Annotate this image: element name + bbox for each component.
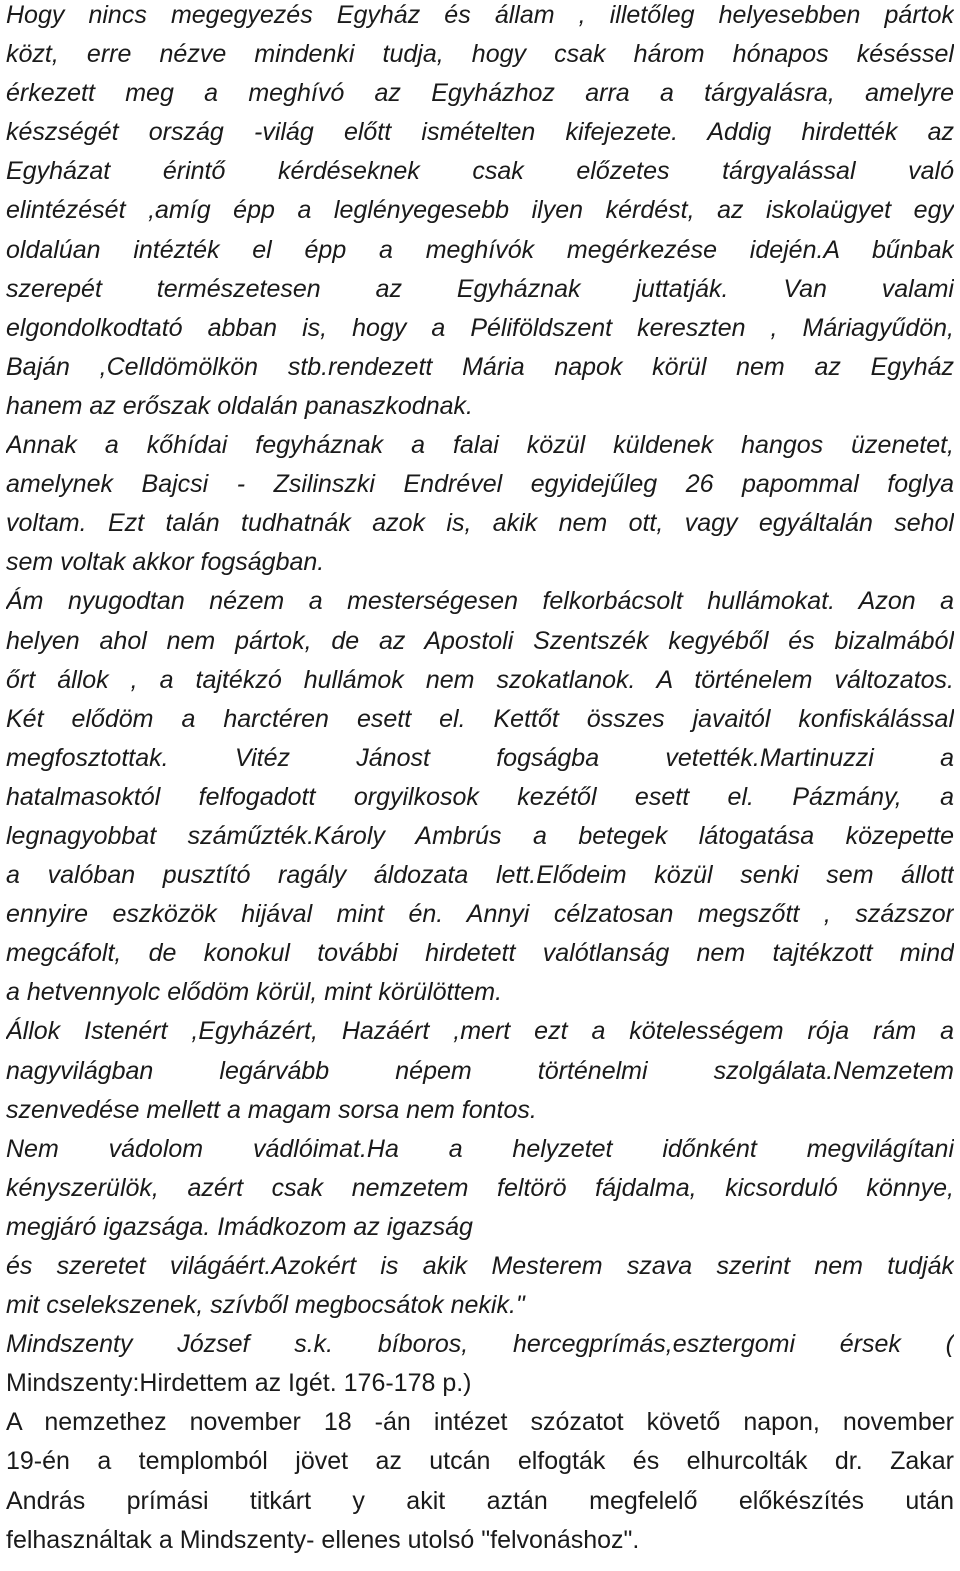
text-line: oldalúan intézték el épp a meghívók megérkezése idején.A bűnbak [6, 235, 954, 264]
text-line: Egyházat érintő kérdéseknek csak előzetes tárgyalással való [6, 157, 954, 186]
text-line: nagyvilágban legárvább népem történelmi szolgálata.Nemzetem [6, 1056, 954, 1085]
text-line: készségét ország -világ előtt ismételten kifejezete. Addig hirdették az [6, 118, 954, 147]
text-line: Két elődöm a harctéren esett el. Kettőt összes javaitól konfiskálással [6, 704, 954, 733]
text-line: Állok Istenért ,Egyházért, Hazáért ,mert ezt a kötelességem rója rám a [6, 1017, 954, 1046]
text-line: amelynek Bajcsi - Zsilinszki Endrével egyidejűleg 26 papommal foglya [6, 470, 954, 499]
text-line: és szeretet világáért.Azokért is akik Mesterem szava szerint nem tudják [6, 1252, 954, 1280]
text-line: szerepét természetesen az Egyháznak juttatják. Van valami [6, 274, 954, 303]
text-line: a hetvennyolc elődöm körül, mint körülöttem. [6, 978, 503, 1007]
text-line: András prímási titkárt y akit aztán megfelelő előkészítés után [6, 1486, 954, 1515]
text-line: voltam. Ezt talán tudhatnák azok is, akik nem ott, vagy egyáltalán sehol [6, 509, 954, 538]
text-line: helyen ahol nem pártok, de az Apostoli Szentszék kegyéből és bizalmából [6, 626, 954, 655]
text-line: közt, erre nézve mindenki tudja, hogy csak három hónapos késéssel [6, 40, 954, 69]
text-line: Mindszenty József s.k. bíboros, hercegprímás,esztergomi érsek ( [6, 1330, 954, 1359]
text-line: mit cselekszenek, szívből megbocsátok nekik." [6, 1291, 525, 1320]
text-line: Nem vádolom vádlóimat.Ha a helyzetet időnként megvilágítani [6, 1134, 954, 1163]
text-line: A nemzethez november 18 -án intézet szózatot követő napon, november [6, 1408, 954, 1437]
text-line: elintézését ,amíg épp a leglényegesebb ilyen kérdést, az iskolaügyet egy [6, 196, 954, 225]
text-line: szenvedése mellett a magam sorsa nem fontos. [6, 1095, 537, 1124]
text-line: megcáfolt, de konokul további hirdetett valótlanság nem tajtékzott mind [6, 939, 954, 968]
text-line: hanem az erőszak oldalán panaszkodnak. [6, 391, 473, 420]
text-line: Hogy nincs megegyezés Egyház és állam , illetőleg helyesebben pártok [6, 1, 954, 29]
text-line: Mindszenty:Hirdettem az Igét. 176-178 p.) [6, 1369, 472, 1398]
text-line: Annak a kőhídai fegyháznak a falai közül küldenek hangos üzenetet, [6, 431, 954, 460]
text-line: kényszerülök, azért csak nemzetem feltörö fájdalma, kicsorduló könnye, [6, 1173, 954, 1202]
text-line: 19-én a templomból jövet az utcán elfogták és elhurcolták dr. Zakar [6, 1447, 954, 1476]
text-line: Ám nyugodtan nézem a mesterségesen felkorbácsolt hullámokat. Azon a [6, 587, 954, 616]
text-line: ennyire eszközök hijával mint én. Annyi célzatosan megszőtt , százszor [6, 900, 954, 929]
text-line: felhasználtak a Mindszenty- ellenes utolsó "felvonáshoz". [6, 1525, 640, 1554]
text-line: legnagyobbat száműzték.Károly Ambrús a betegek látogatása közepette [6, 821, 954, 850]
text-line: hatalmasoktól felfogadott orgyilkosok kezétől esett el. Pázmány, a [6, 782, 954, 811]
text-line: megjáró igazsága. Imádkozom az igazság [6, 1212, 473, 1241]
text-line: elgondolkodtató abban is, hogy a Péliföldszent kereszten , Máriagyűdön, [6, 313, 954, 342]
text-line: sem voltak akkor fogságban. [6, 548, 325, 577]
text-line: megfosztottak. Vitéz Jánost fogságba vetették.Martinuzzi a [6, 743, 954, 772]
text-line: őrt állok , a tajtékzó hullámok nem szokatlanok. A történelem változatos. [6, 665, 954, 694]
text-line: Baján ,Celldömölkön stb.rendezett Mária napok körül nem az Egyház [6, 352, 954, 381]
text-line: érkezett meg a meghívó az Egyházhoz arra a tárgyalásra, amelyre [6, 79, 954, 108]
text-line: a valóban pusztító ragály áldozata lett.Elődeim közül senki sem állott [6, 861, 954, 890]
